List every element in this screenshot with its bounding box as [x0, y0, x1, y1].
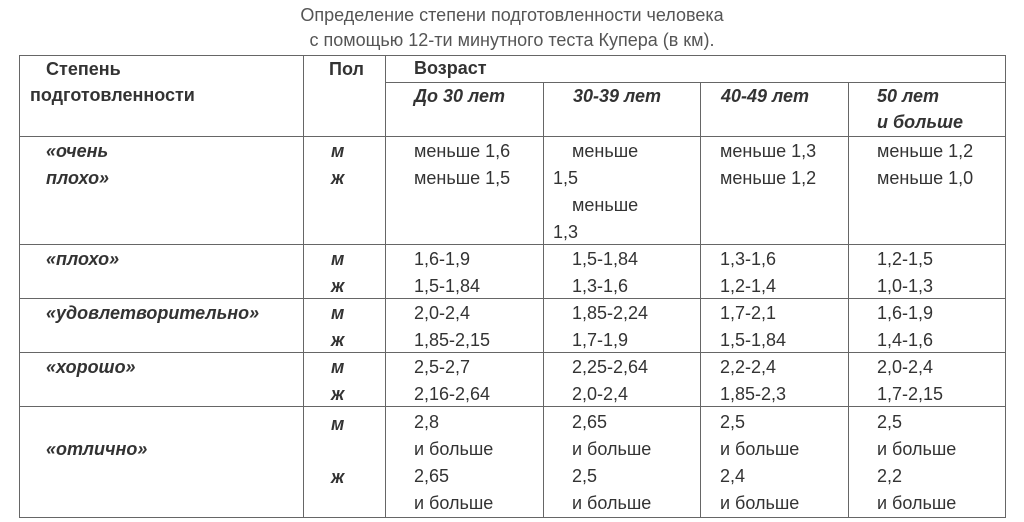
row1-sex-m: м	[331, 249, 345, 269]
row2-c2-f: 1,7-1,9	[572, 330, 629, 350]
row1-c2-m: 1,5-1,84	[572, 249, 639, 269]
row0-level-line2: плохо»	[46, 168, 110, 188]
row2-c2-m: 1,85-2,24	[572, 303, 649, 323]
row3-c4-m: 2,0-2,4	[877, 357, 934, 377]
row4-c3-m-value: 2,5	[720, 412, 746, 432]
row0-c2-line3: меньше	[572, 195, 639, 215]
row4-level: «отлично»	[46, 439, 148, 459]
row4-c1-m-more: и больше	[414, 439, 494, 459]
row1-sex-f: ж	[331, 276, 345, 296]
row3-c1-m: 2,5-2,7	[414, 357, 471, 377]
row1-c4-m: 1,2-1,5	[877, 249, 934, 269]
row1-level: «плохо»	[46, 249, 120, 269]
row0-c2-line4: 1,3	[553, 222, 579, 242]
row3-c2-m: 2,25-2,64	[572, 357, 649, 377]
row4-c2-f-more: и больше	[572, 493, 652, 513]
row3-c3-f: 1,85-2,3	[720, 384, 787, 404]
row1-c2-f: 1,3-1,6	[572, 276, 629, 296]
row2-c1-f: 1,85-2,15	[414, 330, 491, 350]
row4-c4-m-value: 2,5	[877, 412, 903, 432]
row3-c4-f: 1,7-2,15	[877, 384, 944, 404]
row2-c1-m: 2,0-2,4	[414, 303, 471, 323]
row1-c1-m: 1,6-1,9	[414, 249, 471, 269]
header-age-50plus-line2: и больше	[877, 112, 964, 132]
table-title-line1: Определение степени подготовленности человека	[300, 5, 724, 25]
row4-c3-f-value: 2,4	[720, 466, 746, 486]
row0-sex-m: м	[331, 141, 345, 161]
row2-c4-m: 1,6-1,9	[877, 303, 934, 323]
row0-c3-m: меньше 1,3	[720, 141, 817, 161]
row4-c3-f-more: и больше	[720, 493, 800, 513]
header-age-under30: До 30 лет	[414, 86, 505, 106]
row4-c3-m-more: и больше	[720, 439, 800, 459]
row0-c3-f: меньше 1,2	[720, 168, 817, 188]
row4-c4-f-value: 2,2	[877, 466, 903, 486]
row2-c4-f: 1,4-1,6	[877, 330, 934, 350]
row4-c1-f-more: и больше	[414, 493, 494, 513]
header-sex: Пол	[329, 59, 364, 79]
row4-sex-f: ж	[331, 467, 345, 487]
row4-sex-m: м	[331, 414, 345, 434]
header-level-line2: подготовленности	[30, 85, 195, 105]
row0-level-line1: «очень	[46, 141, 109, 161]
row3-c3-m: 2,2-2,4	[720, 357, 777, 377]
row0-c4-m: меньше 1,2	[877, 141, 974, 161]
row3-sex-m: м	[331, 357, 345, 377]
row3-sex-f: ж	[331, 384, 345, 404]
header-age-30-39: 30-39 лет	[573, 86, 662, 106]
row2-sex-m: м	[331, 303, 345, 323]
row4-c2-m-more: и больше	[572, 439, 652, 459]
row1-c4-f: 1,0-1,3	[877, 276, 934, 296]
header-age-40-49: 40-49 лет	[721, 86, 810, 106]
row1-c3-f: 1,2-1,4	[720, 276, 777, 296]
row1-c1-f: 1,5-1,84	[414, 276, 481, 296]
header-age-50plus-line1: 50 лет	[877, 86, 939, 106]
row4-c2-m-value: 2,65	[572, 412, 608, 432]
row4-c1-f-value: 2,65	[414, 466, 450, 486]
row3-level: «хорошо»	[46, 357, 136, 377]
row3-c2-f: 2,0-2,4	[572, 384, 629, 404]
row2-level: «удовлетворительно»	[46, 303, 260, 323]
row0-c1-f: меньше 1,5	[414, 168, 511, 188]
table-title-line2: с помощью 12-ти минутного теста Купера (в км).	[309, 30, 715, 50]
row0-c2-line1: меньше	[572, 141, 639, 161]
row4-c4-f-more: и больше	[877, 493, 957, 513]
header-level-line1: Степень	[46, 59, 121, 79]
row0-c4-f: меньше 1,0	[877, 168, 974, 188]
row2-c3-f: 1,5-1,84	[720, 330, 787, 350]
header-age: Возраст	[414, 58, 487, 78]
row2-c3-m: 1,7-2,1	[720, 303, 777, 323]
row4-c1-m-value: 2,8	[414, 412, 440, 432]
row0-sex-f: ж	[331, 168, 345, 188]
row1-c3-m: 1,3-1,6	[720, 249, 777, 269]
row4-c4-m-more: и больше	[877, 439, 957, 459]
row0-c1-m: меньше 1,6	[414, 141, 511, 161]
row2-sex-f: ж	[331, 330, 345, 350]
row0-c2-line2: 1,5	[553, 168, 579, 188]
row4-c2-f-value: 2,5	[572, 466, 598, 486]
row3-c1-f: 2,16-2,64	[414, 384, 491, 404]
